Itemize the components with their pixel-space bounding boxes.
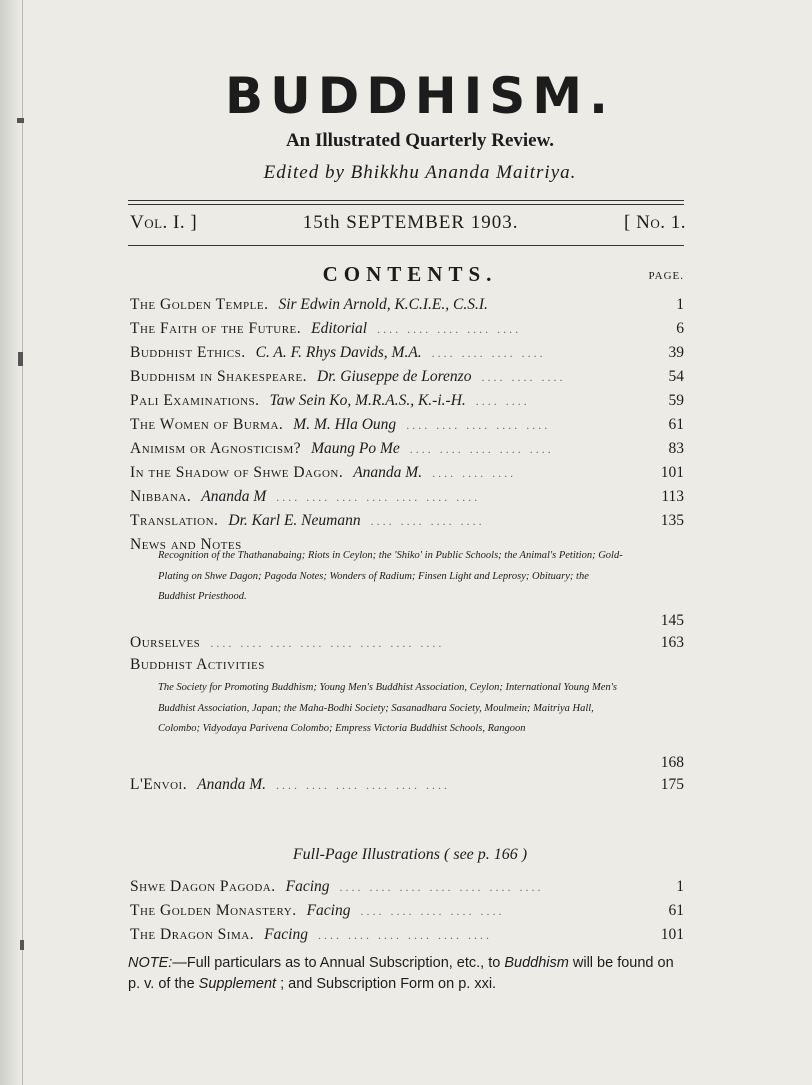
toc-entry-page: 6 [676, 320, 684, 337]
toc-entry-title: Nibbana. [130, 488, 192, 505]
illustration-entry [130, 902, 684, 924]
note-text-b: will be found on p. v. of the [128, 955, 674, 992]
activities-page: 168 [660, 754, 684, 771]
leader-dots: .... .... .... [481, 370, 566, 384]
leader-dots: .... .... .... .... .... .... [276, 778, 450, 792]
toc-entry-title: Translation. [130, 512, 219, 529]
illustration-entry [130, 926, 684, 948]
toc-entry-author: Ananda M. [353, 464, 423, 481]
leader-dots: .... .... .... .... .... [377, 322, 522, 336]
toc-entry-author: Ananda M [201, 488, 267, 505]
toc-entry-title: The Golden Temple. [130, 296, 269, 313]
illustration-facing: Facing [306, 902, 351, 919]
toc-entry [130, 488, 684, 510]
toc-entry-title: Pali Examinations. [130, 392, 260, 409]
toc-entry-author: Dr. Karl E. Neumann [228, 512, 361, 529]
toc-entry [130, 296, 684, 318]
toc-entry-title: Animism or Agnosticism? [130, 440, 302, 457]
toc-entry-page: 1 [676, 296, 684, 313]
leader-dots: .... .... .... .... .... [360, 904, 505, 918]
leader-dots: .... .... .... .... [370, 514, 485, 528]
toc-entry-page: 135 [660, 512, 684, 529]
toc-entry-page: 175 [660, 776, 684, 793]
toc-entry-page: 59 [668, 392, 684, 409]
toc-entry-author: C. A. F. Rhys Davids, M.A. [255, 344, 422, 361]
illustration-title: The Dragon Sima. [130, 926, 255, 943]
journal-subtitle: An Illustrated Quarterly Review. [285, 130, 555, 151]
toc-entry-activities [130, 656, 684, 678]
binding-tick-mark [20, 940, 24, 950]
illustration-entry [130, 878, 684, 900]
toc-entry [130, 344, 684, 366]
toc-entry-page: 101 [660, 464, 684, 481]
leader-dots: .... .... .... .... .... [409, 442, 554, 456]
toc-entry-page: 61 [668, 416, 684, 433]
leader-dots: .... .... [475, 394, 530, 408]
news-notes-page: 145 [660, 612, 684, 629]
toc-entry-title: In the Shadow of Shwe Dagon. [130, 464, 344, 481]
issue-line [130, 212, 686, 234]
issue-date: 15th SEPTEMBER 1903. [302, 212, 519, 233]
toc-entry [130, 368, 684, 390]
toc-entry [130, 440, 684, 462]
toc-entry-author: Maung Po Me [311, 440, 400, 457]
volume-label: Vol. I. ] [130, 212, 198, 233]
toc-entry-author: M. M. Hla Oung [293, 416, 397, 433]
activities-text: The Society for Promoting Buddhism; Young Men's Buddhist Association, Ceylon; International Young Men's Buddhist Association, Japan; the Maha-Bodhi Society; Sasanadhara Society, Moulmein; Maitriya Hall, Colombo; Vidyodaya Parivena Colombo; Empress Victoria Buddhist Schools, Rangoon [158, 682, 617, 734]
toc-entry-author: Editorial [311, 320, 368, 337]
note-label: NOTE: [128, 955, 173, 971]
toc-entry-title: Buddhist Activities [130, 656, 265, 673]
illustration-page: 101 [660, 926, 684, 943]
subscription-note [128, 953, 684, 995]
leader-dots: .... .... .... .... .... .... .... [276, 490, 481, 504]
toc-entry-page: 83 [668, 440, 684, 457]
toc-entry-page: 113 [661, 488, 684, 505]
leader-dots: .... .... .... .... .... .... .... .... [210, 636, 445, 650]
toc-entry [130, 392, 684, 414]
illustration-facing: Facing [264, 926, 308, 943]
toc-entry [130, 464, 684, 486]
journal-title: BUDDHISM. [225, 67, 615, 125]
toc-entry-title: The Faith of the Future. [130, 320, 302, 337]
editor-line: Edited by Bhikkhu Ananda Maitriya. [263, 162, 577, 183]
note-work-title: Buddhism [504, 955, 569, 971]
binding-tick-mark [17, 118, 24, 123]
issue-number: [ No. 1. [624, 212, 686, 233]
leader-dots: .... .... .... .... .... [406, 418, 551, 432]
leader-dots: .... .... .... .... .... .... [317, 928, 492, 942]
toc-entry-title: Ourselves [130, 634, 201, 651]
toc-entry-page: 163 [660, 634, 684, 651]
toc-entry-title: The Women of Burma. [130, 416, 284, 433]
activities-detail [158, 678, 626, 740]
binding-tick-mark [18, 352, 23, 366]
note-supplement: Supplement [198, 976, 277, 992]
contents-heading: CONTENTS. [322, 262, 498, 286]
toc-entry [130, 320, 684, 342]
header-rule-top [128, 200, 684, 201]
news-notes-detail [158, 546, 626, 608]
note-text-c: ; and Subscription Form on p. xxi. [280, 976, 497, 992]
illustrations-heading: Full-Page Illustrations ( see p. 166 ) [292, 846, 528, 863]
leader-dots: .... .... .... [432, 466, 517, 480]
toc-entry-title: L'Envoi. [130, 776, 188, 793]
illustration-page: 61 [668, 902, 684, 919]
toc-entry-title: Buddhism in Shakespeare. [130, 368, 308, 385]
illustration-title: Shwe Dagon Pagoda. [130, 878, 276, 895]
toc-entry-ourselves [130, 634, 684, 656]
toc-entry-title: Buddhist Ethics. [130, 344, 246, 361]
toc-entry-page: 39 [668, 344, 684, 361]
toc-entry-author: Sir Edwin Arnold, K.C.I.E., C.S.I. [278, 296, 488, 313]
toc-entry-envoi [130, 776, 684, 798]
toc-entry-page: 54 [668, 368, 684, 385]
toc-entry [130, 416, 684, 438]
leader-dots: .... .... .... .... [431, 346, 546, 360]
leader-dots: .... .... .... .... .... .... .... [339, 880, 544, 894]
toc-entry-author: Dr. Giuseppe de Lorenzo [317, 368, 472, 385]
header-rule-bottom [128, 245, 684, 246]
note-text-a: —Full particulars as to Annual Subscription, etc., to [172, 955, 501, 971]
binding-edge [0, 0, 23, 1085]
news-notes-text: Recognition of the Thathanabaing; Riots in Ceylon; the 'Shiko' in Public Schools; the Animal's Petition; Gold-Plating on Shwe Dagon; Pagoda Notes; Wonders of Radium; Finsen Light and Leprosy; Obituary; the Buddhist Priesthood. [158, 550, 623, 602]
illustration-page: 1 [676, 878, 684, 895]
header-rule-top-thin [128, 204, 684, 205]
toc-entry-author: Taw Sein Ko, M.R.A.S., K.-i.-H. [269, 392, 466, 409]
illustration-title: The Golden Monastery. [130, 902, 297, 919]
toc-entry-author: Ananda M. [197, 776, 266, 793]
toc-entry-title: News and Notes [130, 536, 242, 553]
toc-entry [130, 512, 684, 534]
illustration-facing: Facing [285, 878, 330, 895]
page-column-label: PAGE. [648, 270, 684, 282]
